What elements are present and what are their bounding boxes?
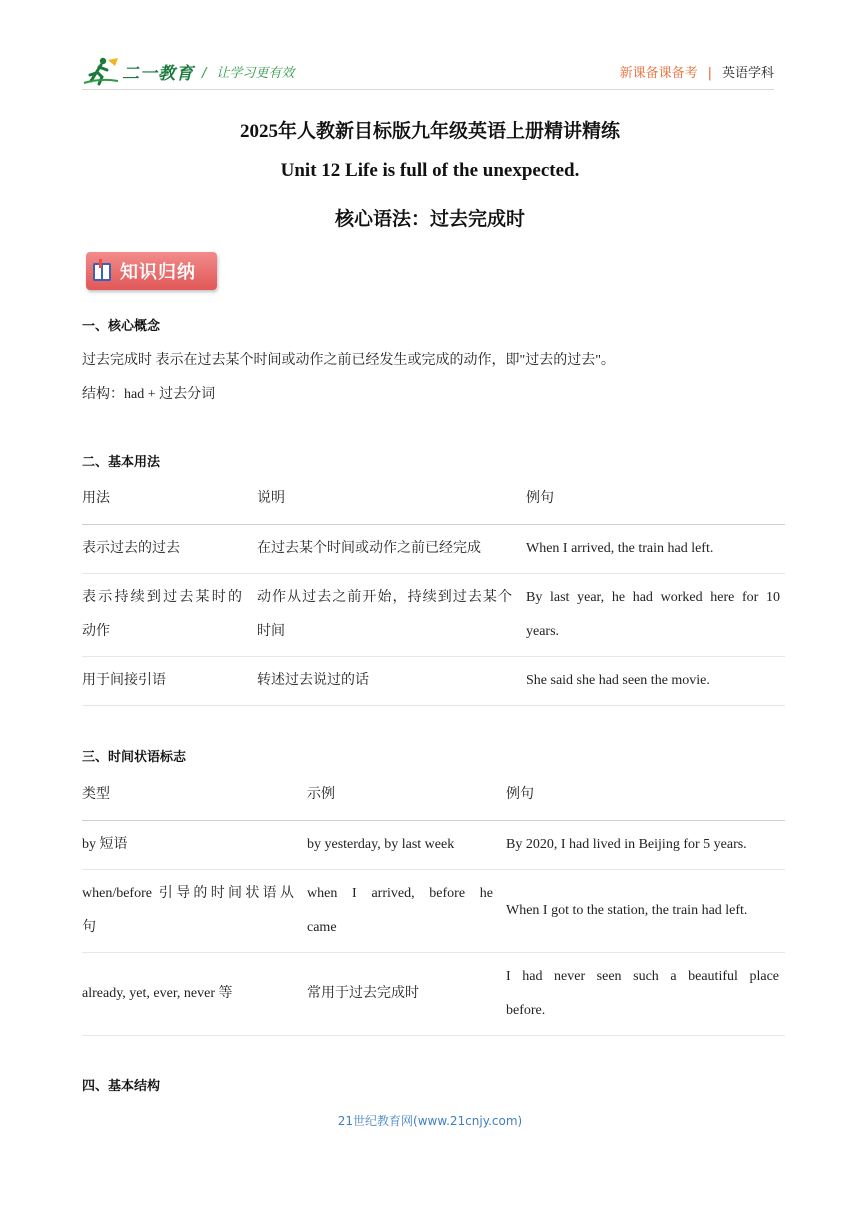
table-cell: 表示过去的过去 xyxy=(82,541,180,556)
page-footer: 21世纪教育网(www.21cnjy.com) xyxy=(337,1114,523,1128)
header-divider: | xyxy=(707,66,712,81)
column-header: 示例 xyxy=(307,787,335,802)
table-cell: 常用于过去完成时 xyxy=(307,986,419,1001)
cell-line: came xyxy=(307,920,337,935)
runner-logo-icon xyxy=(82,56,120,86)
markers-table xyxy=(82,778,785,1036)
section-heading-concept: 一、核心概念 xyxy=(82,319,161,334)
knowledge-badge xyxy=(86,252,217,290)
table-cell: by 短语 xyxy=(82,837,128,852)
cell-line: 动作从过去之前开始，持续到过去某个 xyxy=(257,590,512,605)
table-cell: 在过去某个时间或动作之前已经完成 xyxy=(257,541,481,556)
definition-text: 过去完成时 表示在过去某个时间或动作之前已经发生或完成的动作，即"过去的过去"。 xyxy=(82,353,615,368)
badge-label: 知识归纳 xyxy=(120,262,196,283)
cell-line: when I arrived, before he xyxy=(307,886,493,901)
structure-text: 结构：had + 过去分词 xyxy=(82,387,216,402)
doc-title: 2025年人教新目标版九年级英语上册精讲精练 xyxy=(239,121,620,142)
course-label: 新课备课备考 xyxy=(619,66,698,81)
page-header xyxy=(82,52,774,92)
table-cell: by yesterday, by last week xyxy=(307,837,455,852)
cell-line: 句 xyxy=(82,920,96,935)
logo-text: 二一教育 xyxy=(122,63,194,83)
usage-table xyxy=(82,482,785,706)
section-heading-structure: 四、基本结构 xyxy=(82,1079,161,1094)
table-cell: When I arrived, the train had left. xyxy=(526,541,714,556)
table-row xyxy=(82,870,785,953)
column-header: 用法 xyxy=(82,491,110,506)
column-header: 例句 xyxy=(526,491,554,506)
cell-line: years. xyxy=(526,624,560,639)
table-cell xyxy=(307,877,493,945)
unit-title: Unit 12 Life is full of the unexpected. xyxy=(280,160,580,181)
book-icon xyxy=(92,259,112,283)
subject-label: 英语学科 xyxy=(721,66,774,81)
cell-line: 时间 xyxy=(257,624,285,639)
topic-title: 核心语法：过去完成时 xyxy=(334,209,525,230)
cell-line: when/before 引导的时间状语从 xyxy=(82,886,294,901)
column-header: 说明 xyxy=(257,491,285,506)
cell-line: By last year, he had worked here for 10 xyxy=(526,590,780,605)
cell-line: 动作 xyxy=(82,624,110,639)
table-cell: already, yet, ever, never 等 xyxy=(82,986,233,1001)
table-row xyxy=(82,574,785,657)
slogan-text: 让学习更有效 xyxy=(216,66,295,81)
table-cell xyxy=(82,581,242,649)
table-cell: When I got to the station, the train had left. xyxy=(506,903,748,918)
logo xyxy=(82,56,194,86)
table-row xyxy=(82,953,785,1036)
table-cell xyxy=(506,960,779,1028)
header-subject xyxy=(620,62,774,81)
table-header-row xyxy=(82,482,785,525)
cell-line: 表示持续到过去某时的 xyxy=(82,590,242,605)
section-heading-usage: 二、基本用法 xyxy=(82,455,161,470)
table-cell xyxy=(82,877,294,945)
table-row xyxy=(82,657,785,706)
cell-line: I had never seen such a beautiful place xyxy=(506,969,779,984)
table-cell xyxy=(526,581,780,649)
column-header: 类型 xyxy=(82,787,110,802)
table-cell: By 2020, I had lived in Beijing for 5 years. xyxy=(506,837,747,852)
header-rule xyxy=(82,89,774,90)
cell-line: before. xyxy=(506,1003,546,1018)
table-cell: She said she had seen the movie. xyxy=(526,673,710,688)
table-row xyxy=(82,821,785,870)
table-cell xyxy=(257,581,512,649)
section-heading-markers: 三、时间状语标志 xyxy=(82,750,187,765)
table-header-row xyxy=(82,778,785,821)
column-header: 例句 xyxy=(506,787,534,802)
slogan: / 让学习更有效 xyxy=(202,66,295,81)
table-cell: 转述过去说过的话 xyxy=(257,673,369,688)
table-cell: 用于间接引语 xyxy=(82,673,166,688)
table-row xyxy=(82,525,785,574)
